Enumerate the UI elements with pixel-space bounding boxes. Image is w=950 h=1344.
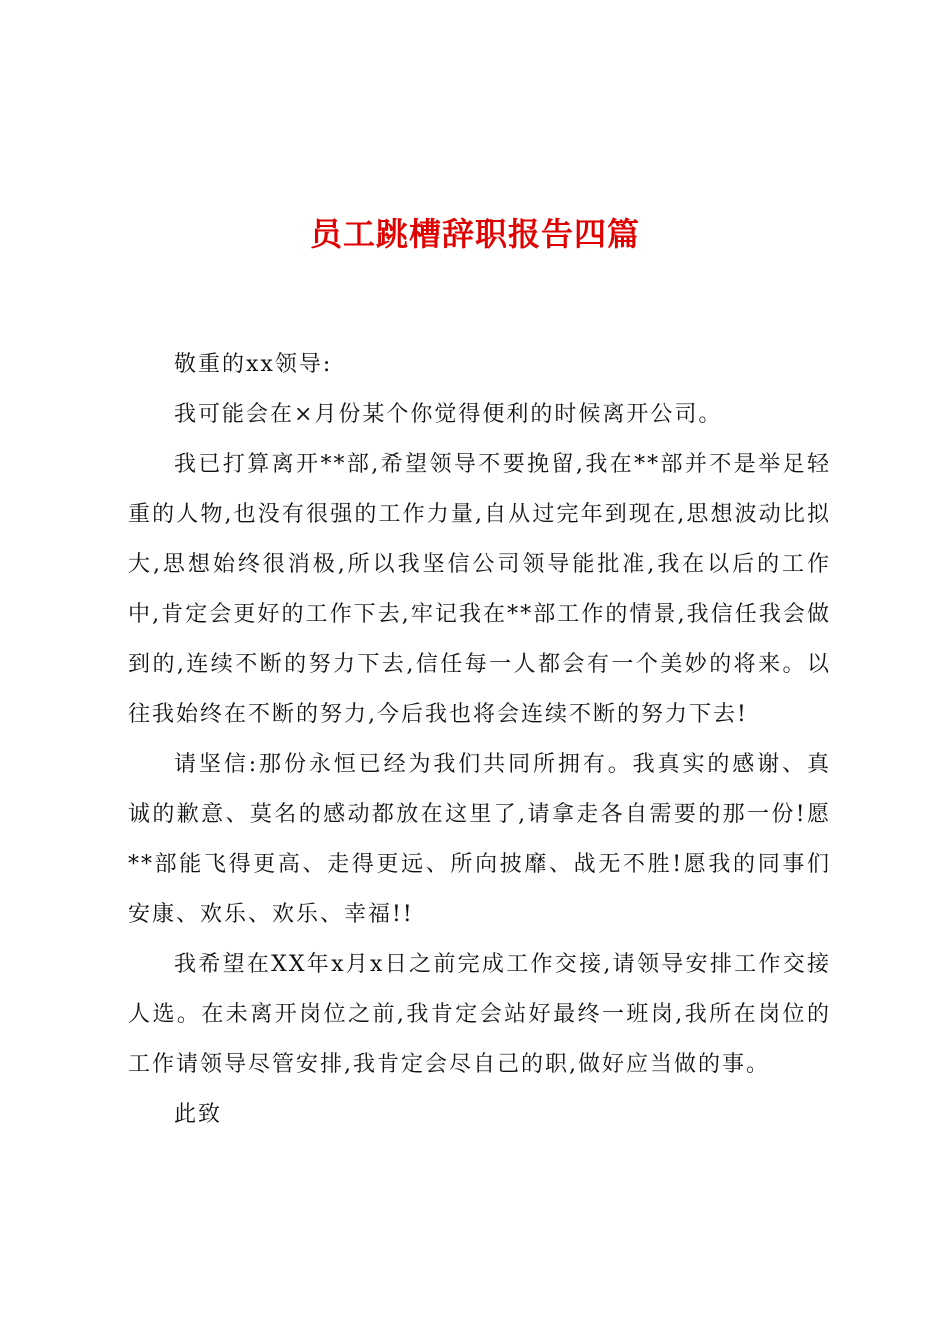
document-title: 员工跳槽辞职报告四篇 — [309, 215, 640, 253]
paragraph-2: 我已打算离开**部,希望领导不要挽留,我在**部并不是举足轻重的人物,也没有很强的工作力量,自从过完年到现在,思想波动比拟大,思想始终很消极,所以我坚信公司领导能批准,我在以后的工作中,肯定会更好的工作下去,牢记我在**部工作的情景,我信任我会做到的,连续不断的努力下去,信任每一人都会有一个美妙的将来。以往我始终在不断的努力,今后我也将会连续不断的努力下去! — [128, 452, 831, 727]
closing: 此致 — [174, 1102, 223, 1127]
paragraph-3: 请坚信:那份永恒已经为我们共同所拥有。我真实的感谢、真诚的歉意、莫名的感动都放在这里了,请拿走各自需要的那一份!愿**部能飞得更高、走得更远、所向披靡、战无不胜!愿我的同事们安康、欢乐、欢乐、幸福!! — [128, 752, 831, 927]
document-body — [128, 340, 831, 1140]
paragraph-1: 我可能会在×月份某个你觉得便利的时候离开公司。 — [174, 402, 723, 427]
salutation: 敬重的xx领导: — [174, 352, 333, 377]
paragraph-4: 我希望在XX年x月x日之前完成工作交接,请领导安排工作交接人选。在未离开岗位之前,我肯定会站好最终一班岗,我所在岗位的工作请领导尽管安排,我肯定会尽自己的职,做好应当做的事。 — [128, 952, 831, 1077]
